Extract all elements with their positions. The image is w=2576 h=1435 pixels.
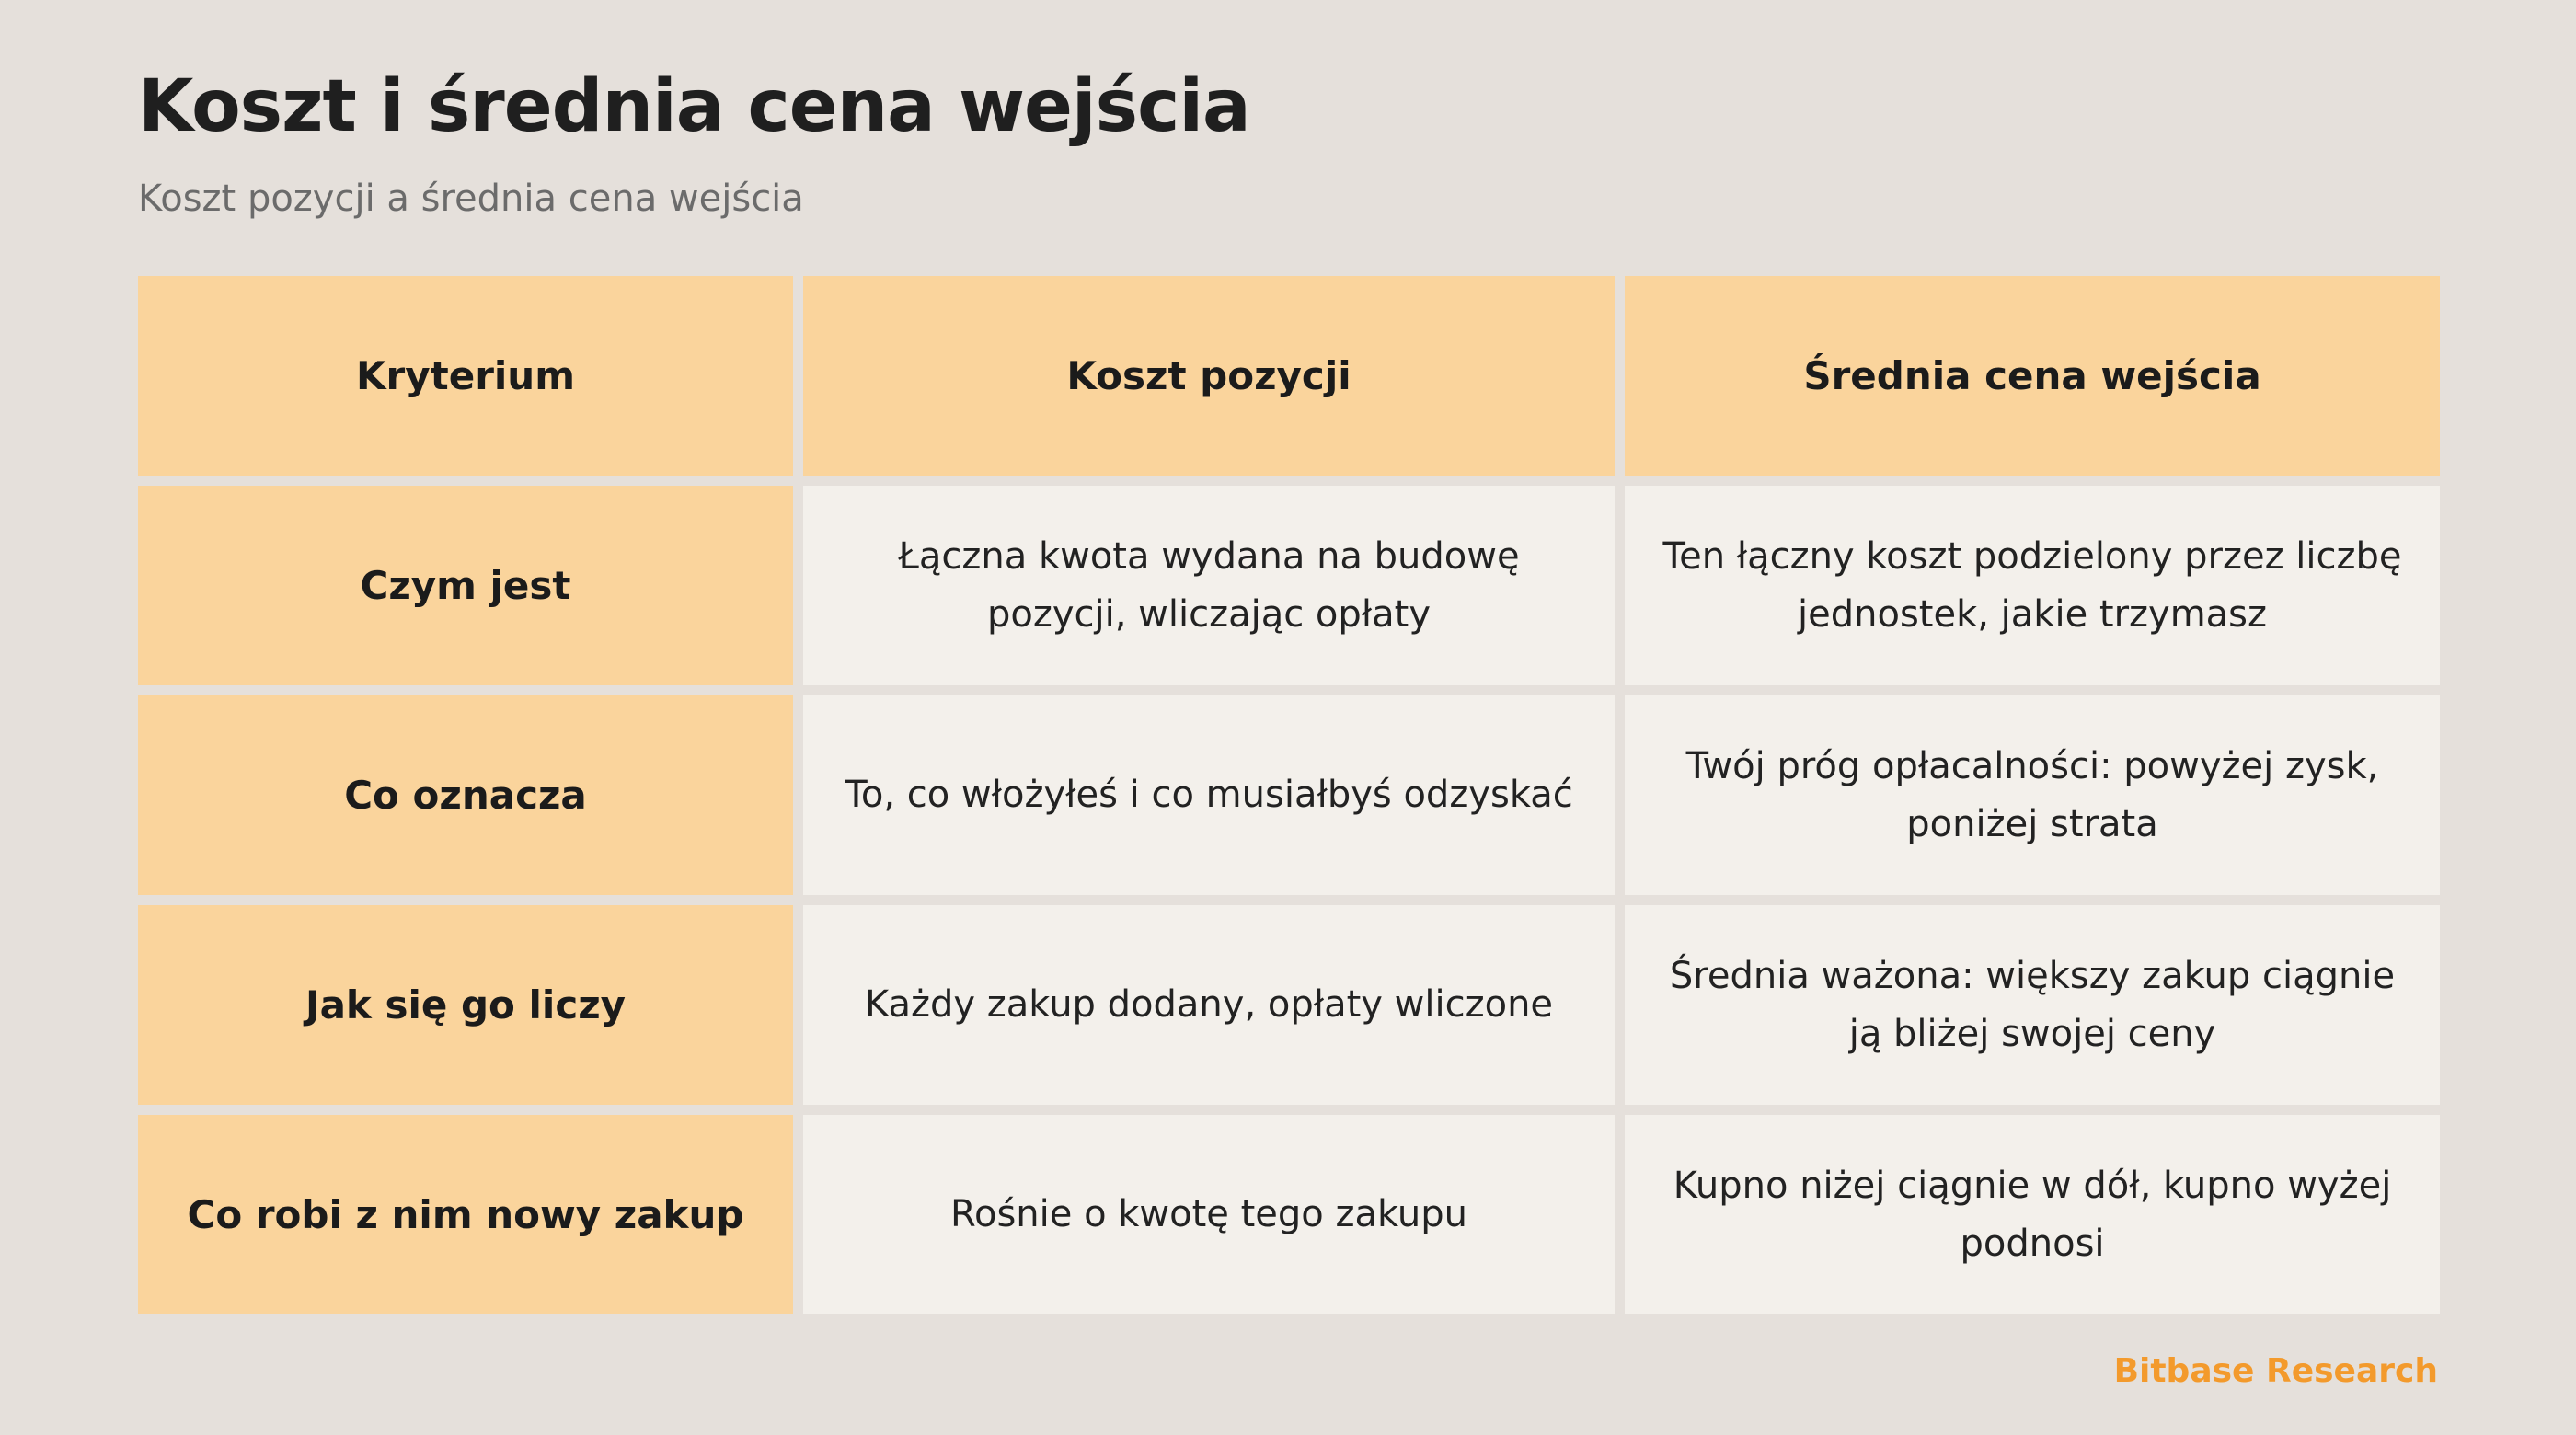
table-row xyxy=(138,486,2440,685)
row-position-cost: Rośnie o kwotę tego zakupu xyxy=(803,1115,1615,1314)
row-criterion: Co robi z nim nowy zakup xyxy=(138,1115,793,1314)
row-average-entry-price: Kupno niżej ciągnie w dół, kupno wyżej podnosi xyxy=(1625,1115,2440,1314)
page-title: Koszt i średnia cena wejścia xyxy=(138,65,1250,148)
comparison-table-container xyxy=(138,276,2440,1314)
row-criterion: Czym jest xyxy=(138,486,793,685)
table-header-row xyxy=(138,276,2440,476)
comparison-table xyxy=(128,266,2450,1325)
header-average-entry-price: Średnia cena wejścia xyxy=(1625,276,2440,476)
row-average-entry-price: Twój próg opłacalności: powyżej zysk, poniżej strata xyxy=(1625,695,2440,895)
row-criterion: Co oznacza xyxy=(138,695,793,895)
row-position-cost: Każdy zakup dodany, opłaty wliczone xyxy=(803,905,1615,1105)
page-subtitle: Koszt pozycji a średnia cena wejścia xyxy=(138,178,804,220)
row-average-entry-price: Średnia ważona: większy zakup ciągnie ją bliżej swojej ceny xyxy=(1625,905,2440,1105)
row-criterion: Jak się go liczy xyxy=(138,905,793,1105)
table-row xyxy=(138,1115,2440,1314)
row-position-cost: Łączna kwota wydana na budowę pozycji, wliczając opłaty xyxy=(803,486,1615,685)
brand-footer: Bitbase Research xyxy=(2113,1352,2438,1390)
row-average-entry-price: Ten łączny koszt podzielony przez liczbę jednostek, jakie trzymasz xyxy=(1625,486,2440,685)
row-position-cost: To, co włożyłeś i co musiałbyś odzyskać xyxy=(803,695,1615,895)
header-criterion: Kryterium xyxy=(138,276,793,476)
header-position-cost: Koszt pozycji xyxy=(803,276,1615,476)
table-row xyxy=(138,695,2440,895)
table-row xyxy=(138,905,2440,1105)
